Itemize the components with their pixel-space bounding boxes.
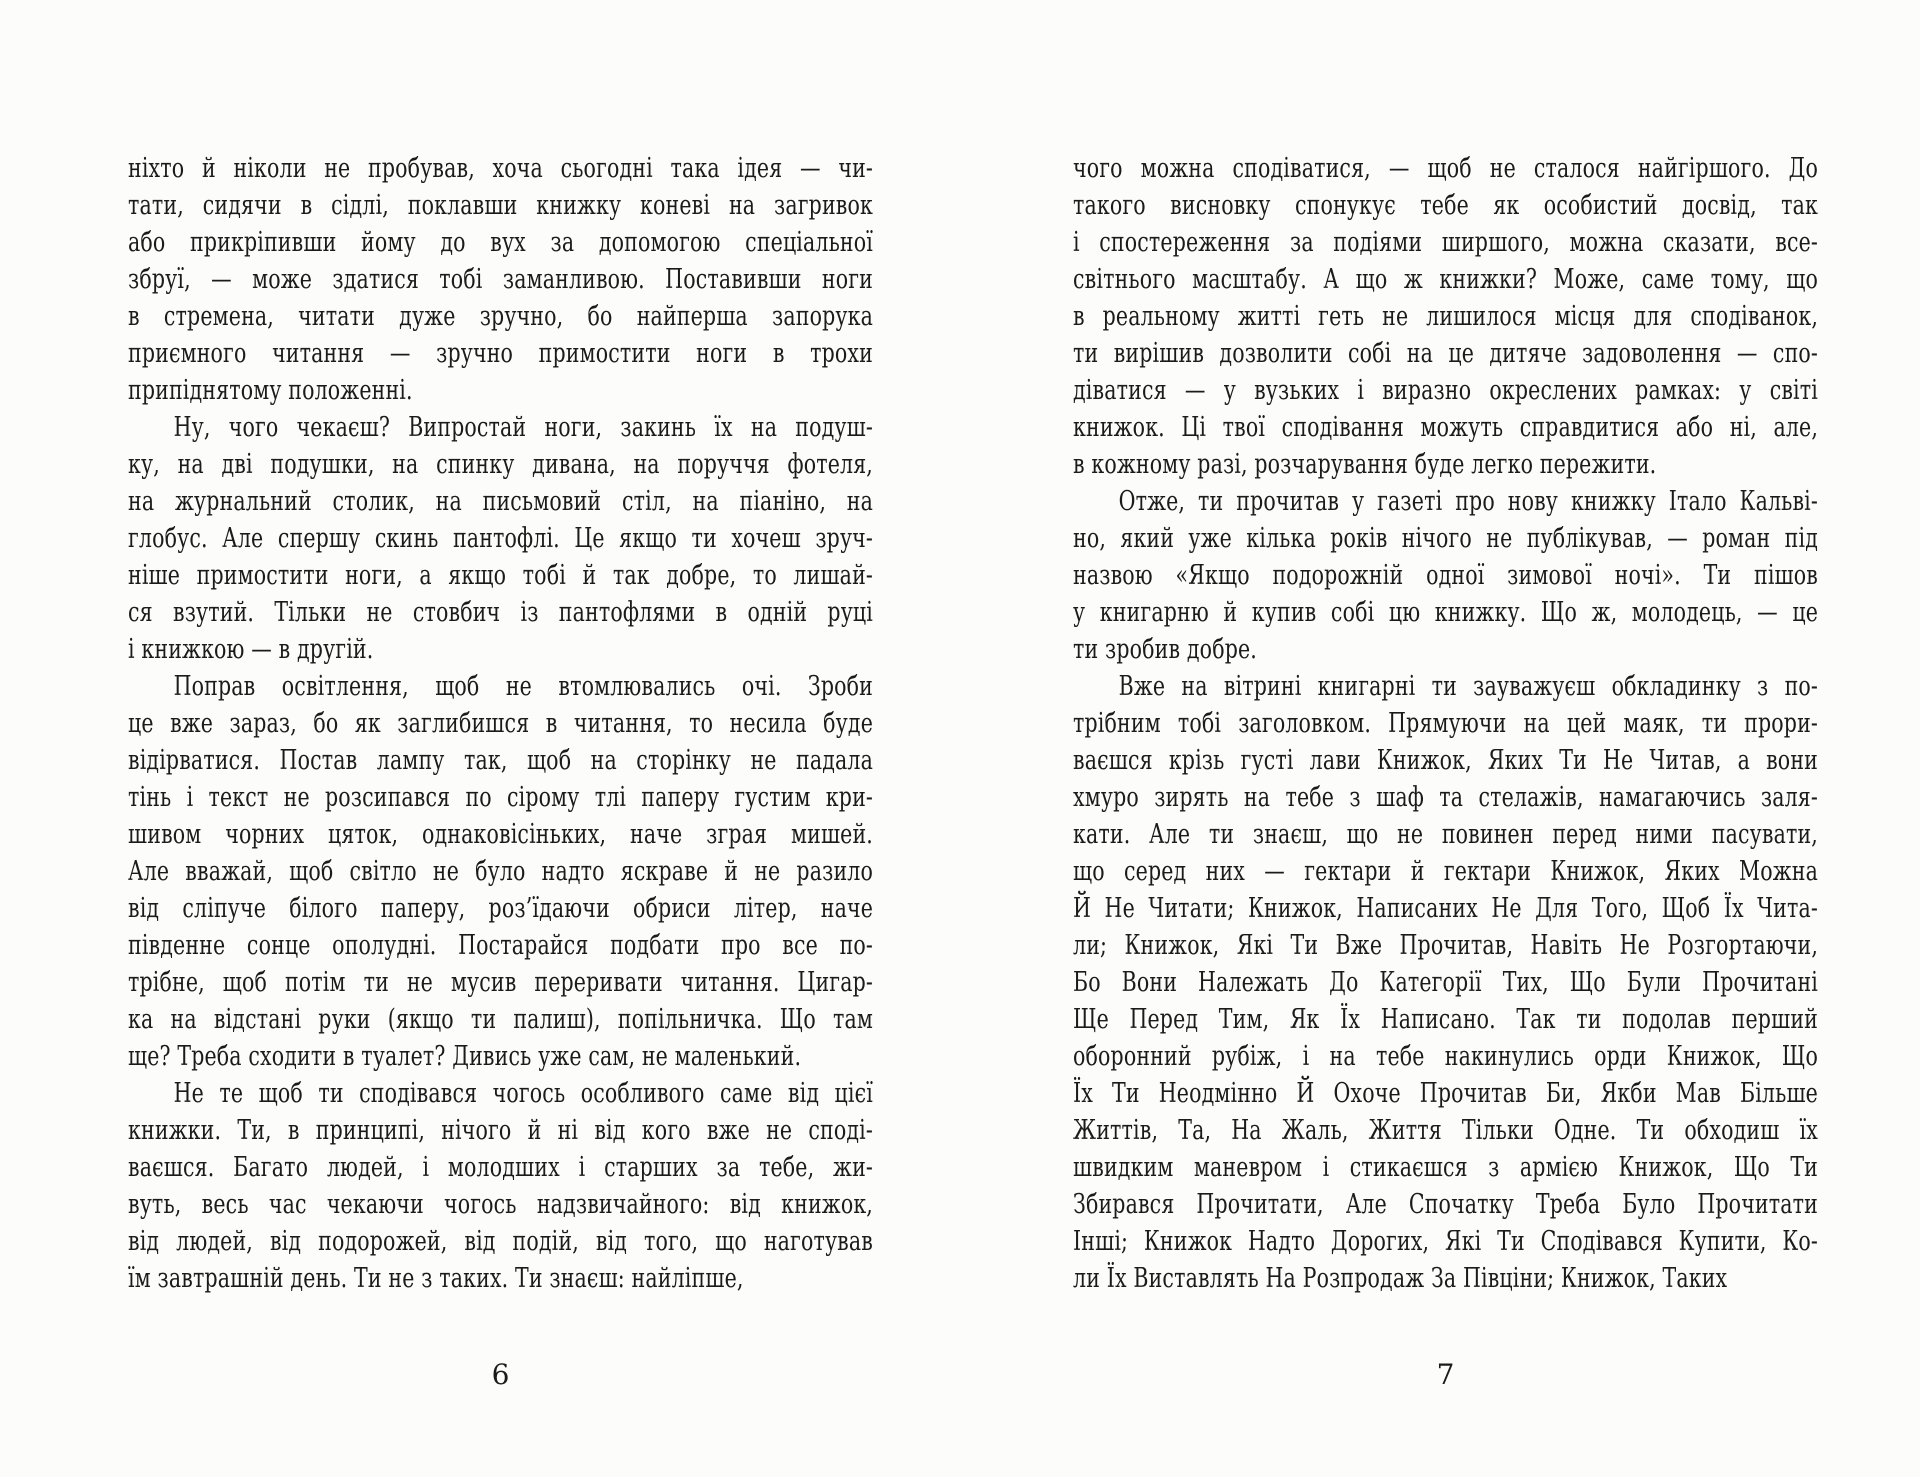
text-line: Ще Перед Тим, Як Їх Написано. Так ти подолав перший <box>1073 1004 1818 1035</box>
text-line: на журнальний столик, на письмовий стіл, на піаніно, на <box>128 486 873 517</box>
text-line: оборонний рубіж, і на тебе накинулись орди Книжок, Що <box>1073 1041 1818 1072</box>
text-line: Поправ освітлення, щоб не втомлювались очі. Зроби <box>173 671 873 702</box>
paragraph <box>1073 150 1818 483</box>
text-line: хмуро зирять на тебе з шаф та стелажів, намагаючись заля- <box>1073 782 1818 813</box>
text-line: такого висновку спонукує тебе як особистий досвід, так <box>1073 190 1818 221</box>
paragraph <box>128 1075 873 1297</box>
paragraph <box>1073 483 1818 668</box>
text-line: Збирався Прочитати, Але Спочатку Треба Було Прочитати <box>1073 1189 1818 1220</box>
text-line: книжок. Ці твої сподівання можуть справдитися або ні, але, <box>1073 412 1818 443</box>
text-line: збруї, — може здатися тобі заманливою. Поставивши ноги <box>128 264 873 295</box>
text-line: ли; Книжок, Які Ти Вже Прочитав, Навіть Не Розгортаючи, <box>1073 930 1818 961</box>
text-line: тінь і текст не розсипався по сірому тлі паперу густим кри- <box>128 782 873 813</box>
text-line: ти вирішив дозволити собі на це дитяче задоволення — спо- <box>1073 338 1818 369</box>
page-left <box>128 150 873 1450</box>
text-line: ваєшся. Багато людей, і молодших і старших за тебе, жи- <box>128 1152 873 1183</box>
text-line: діватися — у вузьких і виразно окреслених рамках: у світі <box>1073 375 1818 406</box>
page-number: 7 <box>1436 1358 1455 1391</box>
text-line: Не те щоб ти сподівався чогось особливого саме від цієї <box>173 1078 873 1109</box>
text-line: і книжкою — в другій. <box>128 634 374 665</box>
text-line: в кожному разі, розчарування буде легко пережити. <box>1073 449 1657 480</box>
text-line: приємного читання — зручно примостити ноги в трохи <box>128 338 873 369</box>
paragraph <box>128 150 873 409</box>
text-line: від людей, від подорожей, від подій, від того, що наготував <box>128 1226 873 1257</box>
text-line: тати, сидячи в сідлі, поклавши книжку коневі на загривок <box>128 190 873 221</box>
text-line: і спостереження за подіями ширшого, можна сказати, все- <box>1073 227 1818 258</box>
paragraph <box>128 668 873 1075</box>
text-line: кати. Але ти знаєш, що не повинен перед ними пасувати, <box>1073 819 1818 850</box>
text-line: ваєшся крізь густі лави Книжок, Яких Ти Не Читав, а вони <box>1073 745 1818 776</box>
text-line: припіднятому положенні. <box>128 375 413 406</box>
text-line: Інші; Книжок Надто Дорогих, Які Ти Сподівався Купити, Ко- <box>1073 1226 1818 1257</box>
text-line: трібним тобі заголовком. Прямуючи на цей маяк, ти прори- <box>1073 708 1818 739</box>
text-line: назвою «Якщо подорожній одної зимової ночі». Ти пішов <box>1073 560 1818 591</box>
text-line: шивом чорних цяток, однаковісіньких, наче зграя мишей. <box>128 819 873 850</box>
text-line: Ну, чого чекаєш? Випростай ноги, закинь їх на подуш- <box>173 412 873 443</box>
text-line: південне сонце ополудні. Постарайся подбати про все по- <box>128 930 873 961</box>
paragraph <box>1073 668 1818 1297</box>
text-line: ка на відстані руки (якщо ти палиш), попільничка. Що там <box>128 1004 873 1035</box>
text-line: ти зробив добре. <box>1073 634 1257 665</box>
text-line: Їх Ти Неодмінно Й Охоче Прочитав Би, Якби Мав Більше <box>1073 1078 1818 1109</box>
text-line: відірватися. Постав лампу так, щоб на сторінку не падала <box>128 745 873 776</box>
text-line: їм завтрашній день. Ти не з таких. Ти знаєш: найліпше, <box>128 1263 744 1294</box>
page-right <box>1073 150 1818 1450</box>
text-line: в стремена, читати дуже зручно, бо найперша запорука <box>128 301 873 332</box>
text-line: від сліпуче білого паперу, роз’їдаючи обриси літер, наче <box>128 893 873 924</box>
text-line: вуть, весь час чекаючи чогось надзвичайного: від книжок, <box>128 1189 873 1220</box>
text-line: ку, на дві подушки, на спинку дивана, на поруччя фотеля, <box>128 449 873 480</box>
text-line: ніхто й ніколи не пробував, хоча сьогодні така ідея — чи- <box>128 153 873 184</box>
text-line: в реальному житті геть не лишилося місця для сподіванок, <box>1073 301 1818 332</box>
text-line: Вже на вітрині книгарні ти зауважуєш обкладинку з по- <box>1118 671 1818 702</box>
text-line: книжки. Ти, в принципі, нічого й ні від кого вже не споді- <box>128 1115 873 1146</box>
paragraph <box>128 409 873 668</box>
text-line: Але вважай, щоб світло не було надто яскраве й не разило <box>128 856 873 887</box>
text-line: у книгарню й купив собі цю книжку. Що ж, молодець, — це <box>1073 597 1818 628</box>
page-right-text <box>1073 150 1818 1297</box>
text-line: Життів, Та, На Жаль, Життя Тільки Одне. Ти обходиш їх <box>1073 1115 1818 1146</box>
text-line: це вже зараз, бо як заглибишся в читання, то несила буде <box>128 708 873 739</box>
text-line: ще? Треба сходити в туалет? Дивись уже сам, не маленький. <box>128 1041 802 1072</box>
text-line: Й Не Читати; Книжок, Написаних Не Для Того, Щоб Їх Чита- <box>1073 893 1818 924</box>
text-line: ся взутий. Тільки не стовбич із пантофлями в одній руці <box>128 597 873 628</box>
text-line: Бо Вони Належать До Категорії Тих, Що Були Прочитані <box>1073 967 1818 998</box>
page-left-text <box>128 150 873 1297</box>
text-line: но, який уже кілька років нічого не публікував, — роман під <box>1073 523 1818 554</box>
text-line: швидким маневром і стикаєшся з армією Книжок, Що Ти <box>1073 1152 1818 1183</box>
text-line: світнього масштабу. А що ж книжки? Може, саме тому, що <box>1073 264 1818 295</box>
text-line: або прикріпивши йому до вух за допомогою спеціальної <box>128 227 873 258</box>
text-line: трібне, щоб потім ти не мусив переривати читання. Цигар- <box>128 967 873 998</box>
text-line: чого можна сподіватися, — щоб не сталося найгіршого. До <box>1073 153 1818 184</box>
text-line: що серед них — гектари й гектари Книжок, Яких Можна <box>1073 856 1818 887</box>
page-number: 6 <box>491 1358 510 1391</box>
text-line: ли Їх Виставлять На Розпродаж За Півціни; Книжок, Таких <box>1073 1263 1728 1294</box>
text-line: глобус. Але спершу скинь пантофлі. Це якщо ти хочеш зруч- <box>128 523 873 554</box>
text-line: Отже, ти прочитав у газеті про нову книжку Італо Кальві- <box>1118 486 1818 517</box>
text-line: ніше примостити ноги, а якщо тобі й так добре, то лишай- <box>128 560 873 591</box>
